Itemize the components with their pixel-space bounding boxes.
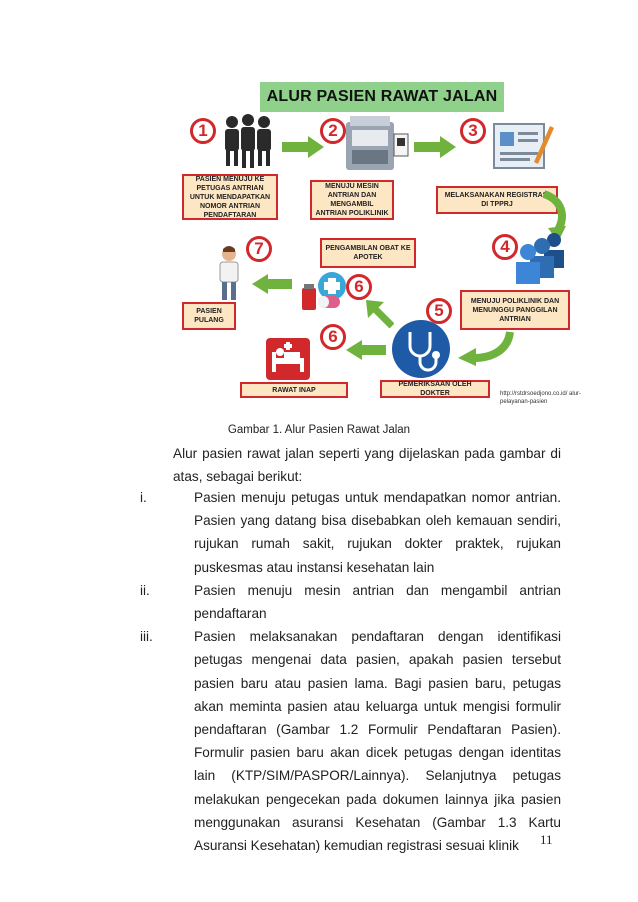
list-marker: i. [140,490,147,505]
arrow-left-icon [346,340,386,360]
steps-list [140,486,561,857]
ticket-machine-icon [342,112,412,174]
step-label-1: PASIEN MENUJU KE PETUGAS ANTRIAN UNTUK MENDAPATKAN NOMOR ANTRIAN PENDAFTARAN [182,174,278,220]
stethoscope-icon [390,318,452,380]
step-number-5: 5 [426,298,452,324]
list-item-text: Pasien menuju petugas untuk mendapatkan nomor antrian. Pasien yang datang bisa disebabkan oleh kemauan sendiri, rujukan rumah sakit, rujukan dokter praktek, rujukan puskesmas atau instansi kesehatan lain [194,490,561,575]
list-marker: ii. [140,582,150,598]
step-number-6-pharmacy: 6 [346,274,372,300]
step-number-1: 1 [190,118,216,144]
page-number: 11 [540,832,553,847]
step-label-4: MENUJU POLIKLINIK DAN MENUNGGU PANGGILAN ANTRIAN [460,290,570,330]
step-label-6-inpatient: RAWAT INAP [240,382,348,398]
step-number-2: 2 [320,118,346,144]
list-item-text: Pasien melaksanakan pendaftaran dengan identifikasi petugas mengenai data pasien, apakah pasien tersebut pasien baru atau pasien lama. Bagi pasien baru, petugas akan meminta pasien atau keluarga untuk mengisi formulir pendaftaran (Gambar 1.2 Formulir Pendaftaran Pasien). Formulir pasien baru akan dicek petugas dengan identitas lain (KTP/SIM/PASPOR/Lainnya). Selanjutnya petugas melakukan pengecekan pada dokumen lainnya jika pasien menggunakan asuransi Kesehatan (Gambar 1.3 Kartu Asuransi Kesehatan) kemudian registrasi sesuai klinik [194,629,561,854]
step-number-7: 7 [246,236,272,262]
figure-title: ALUR PASIEN RAWAT JALAN [260,82,504,112]
figure-caption: Gambar 1. Alur Pasien Rawat Jalan [227,424,411,436]
list-item [140,625,561,857]
intro-paragraph: Alur pasien rawat jalan seperti yang dijelaskan pada gambar di atas, sebagai berikut: [173,446,561,484]
step-label-7: PASIEN PULANG [182,302,236,330]
people-icon [220,114,276,170]
arrow-left-icon [252,274,292,294]
hospital-bed-icon [266,338,310,380]
registration-form-icon [492,118,554,174]
patient-flow-figure [170,78,582,418]
arrow-up-left-icon [366,300,394,328]
step-label-2: MENUJU MESIN ANTRIAN DAN MENGAMBIL ANTRIAN POLIKLINIK [310,180,394,220]
figure-source-url: http://rstdrsoedjono.co.id/ alur-pelayanan-pasien [500,391,582,405]
list-item [140,579,561,625]
step-label-3: MELAKSANAKAN REGISTRASI DI TPPRJ [436,186,558,214]
list-marker: iii. [140,629,153,645]
list-item-text: Pasien menuju mesin antrian dan mengambil antrian pendaftaran [194,582,561,622]
list-item [140,486,561,579]
arrow-right-icon [282,136,324,158]
waiting-people-icon [514,230,568,286]
step-number-4: 4 [492,234,518,260]
arrow-right-icon [414,136,456,158]
step-number-3: 3 [460,118,486,144]
medicine-icon [298,268,350,314]
step-label-6-pharmacy: PENGAMBILAN OBAT KE APOTEK [320,238,416,268]
arrow-curve-icon [456,330,516,366]
step-label-5: PEMERIKSAAN OLEH DOKTER [380,380,490,398]
step-number-6-inpatient: 6 [320,324,346,350]
patient-icon [214,246,244,302]
